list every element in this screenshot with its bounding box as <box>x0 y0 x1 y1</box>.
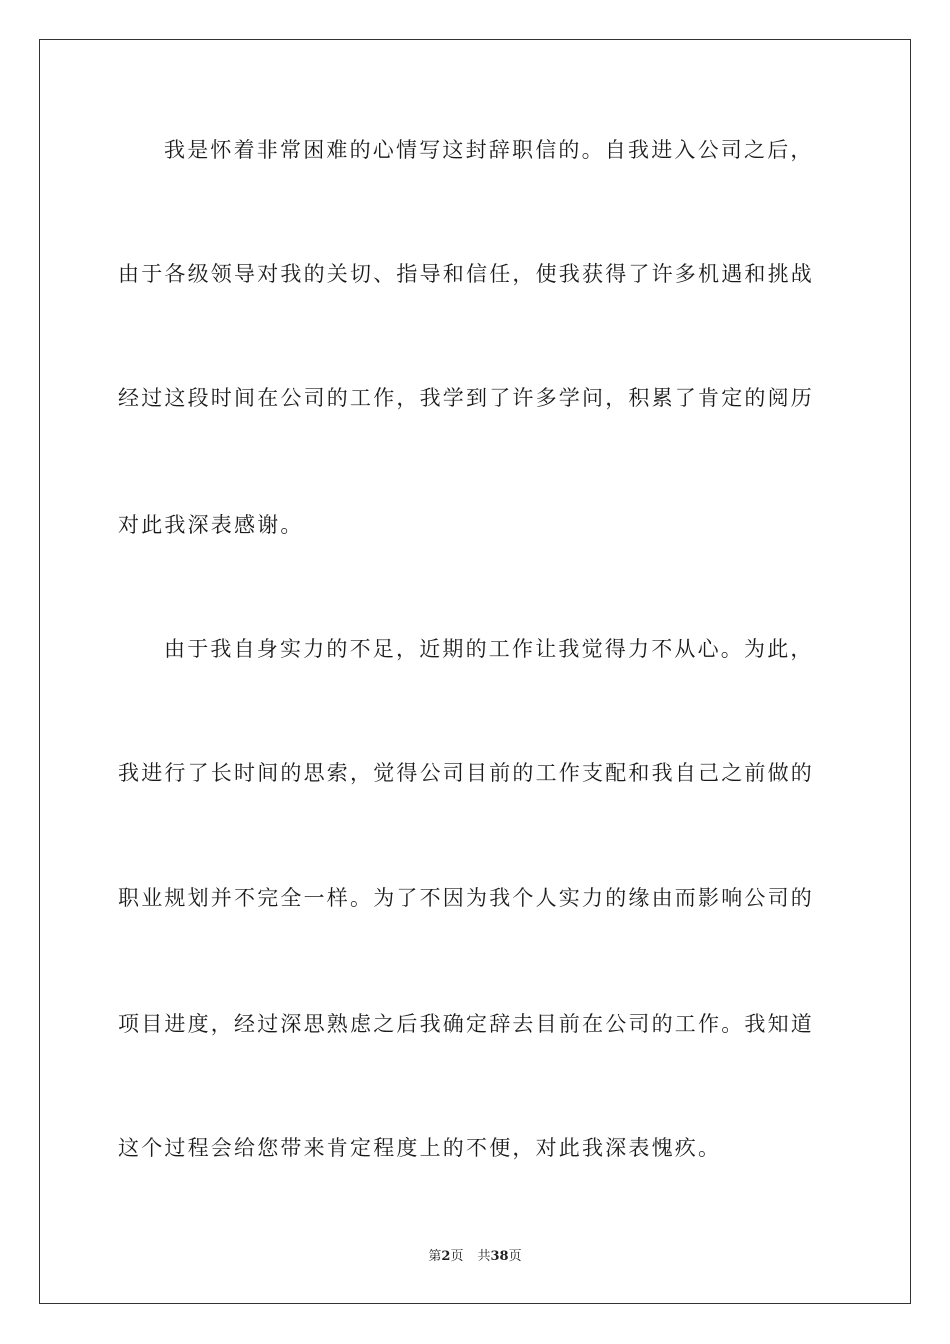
total-label-suffix: 页 <box>508 1249 522 1264</box>
paragraph-1-line-3: 经过这段时间在公司的工作，我学到了许多学问，积累了肯定的阅历 <box>118 386 814 410</box>
current-page-number: 2 <box>441 1249 451 1264</box>
paragraph-1-line-1: 我是怀着非常困难的心情写这封辞职信的。自我进入公司之后， <box>164 138 814 162</box>
paragraph-1-line-4: 对此我深表感谢。 <box>118 513 304 537</box>
page-footer <box>0 1248 950 1266</box>
page-label-suffix: 页 <box>450 1249 464 1264</box>
total-label-prefix: 共 <box>477 1249 491 1264</box>
paragraph-2-line-1: 由于我自身实力的不足，近期的工作让我觉得力不从心。为此， <box>164 637 814 661</box>
paragraph-2-line-4: 项目进度，经过深思熟虑之后我确定辞去目前在公司的工作。我知道 <box>118 1012 814 1036</box>
paragraph-2-line-3: 职业规划并不完全一样。为了不因为我个人实力的缘由而影响公司的 <box>118 886 814 910</box>
paragraph-1-line-2: 由于各级领导对我的关切、指导和信任，使我获得了许多机遇和挑战 <box>118 262 814 286</box>
page-border <box>39 39 911 1304</box>
page-label-prefix: 第 <box>428 1249 442 1264</box>
paragraph-2-line-5: 这个过程会给您带来肯定程度上的不便，对此我深表愧疚。 <box>118 1136 722 1160</box>
total-page-count: 38 <box>490 1249 509 1264</box>
paragraph-2-line-2: 我进行了长时间的思索，觉得公司目前的工作支配和我自己之前做的 <box>118 761 814 785</box>
